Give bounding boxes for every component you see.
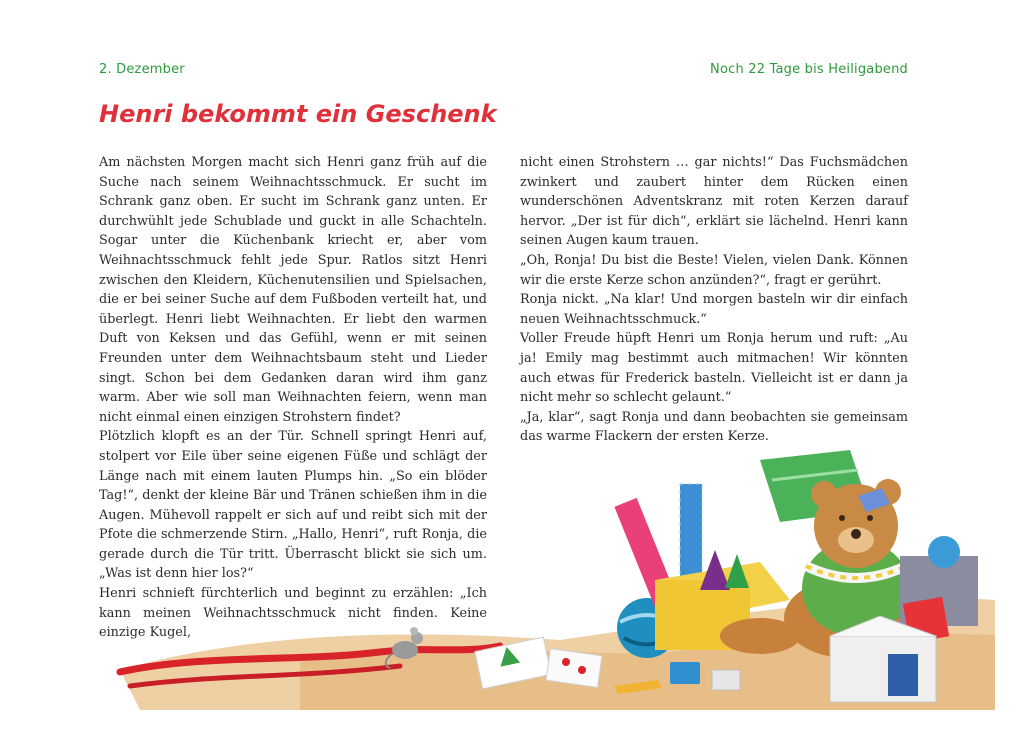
date-header: 2. Dezember [99, 62, 185, 77]
paragraph: Am nächsten Morgen macht sich Henri ganz früh auf die Suche nach seinem Weihnachtsschmuck. Er sucht im Schrank ganz oben. Er sucht im Schrank ganz unten. Er durchwühlt jede Schublade und guckt in alle Schachteln. Sogar unter die Küchenbank kriecht er, aber vom Weihnachtsschmuck fehlt jede Spur. Ratlos sitzt Henri zwischen den Kleidern, Küchenutensilien und Spielsachen, die er bei seiner Suche auf dem Fußboden verteilt hat, und überlegt. Henri liebt Weihnachten. Er liebt den warmen Duft von Keksen und das Gefühl, wenn er mit seinen Freunden unter dem Weihnachtsbaum steht und Lieder singt. Schon bei dem Gedanken daran wird ihm ganz warm. Aber wie soll man Weihnachten feiern, wenn man nicht einmal einen einzigen Strohstern findet? [99, 155, 487, 425]
countdown-header: Noch 22 Tage bis Heiligabend [710, 62, 908, 77]
paragraph: Voller Freude hüpft Henri um Ronja herum und ruft: „Au ja! Emily mag bestimmt auch mitmachen! Wir könnten auch etwas für Frederick basteln. Vielleicht ist er dann ja nicht mehr so schlecht gelaunt.“ [520, 331, 908, 406]
paragraph: nicht einen Strohstern … gar nichts!“ Das Fuchsmädchen zwinkert und zaubert hinter dem Rücken einen wunderschönen Adventskranz mit roten Kerzen darauf hervor. „Der ist für dich“, erklärt sie lächelnd. Henri kann seinen Augen kaum trauen. [520, 155, 908, 249]
christmas-illustration [0, 440, 1020, 736]
paragraph: Ronja nickt. „Na klar! Und morgen basteln wir dir einfach neuen Weihnachtsschmuck.“ [520, 292, 908, 327]
chapter-title: Henri bekommt ein Geschenk [99, 100, 497, 128]
paragraph: „Oh, Ronja! Du bist die Beste! Vielen, vielen Dank. Können wir die erste Kerze schon anzünden?“, fragt er gerührt. [520, 252, 908, 288]
paragraph: „Ja, klar“, sagt Ronja und dann beobachten sie gemeinsam das warme Flackern der ersten Kerze. [520, 409, 908, 445]
paragraph: Henri schnieft fürchterlich und beginnt zu erzählen: „Ich kann meinen Weihnachtsschmuck nicht finden. Keine einzige Kugel, [99, 586, 487, 641]
paragraph: Plötzlich klopft es an der Tür. Schnell springt Henri auf, stolpert vor Eile über seine eigenen Füße und schlägt der Länge nach mit einem lauten Plumps hin. „So ein blöder Tag!“, denkt der kleine Bär und Tränen schießen ihm in die Augen. Mühevoll rappelt er sich auf und reibt sich mit der Pfote die schmerzende Stirn. „Hallo, Henri“, ruft Ronja, die gerade durch die Tür tritt. Überrascht blickt sie sich um. „Was ist denn hier los?“ [99, 429, 487, 582]
text-column-right [520, 153, 908, 447]
